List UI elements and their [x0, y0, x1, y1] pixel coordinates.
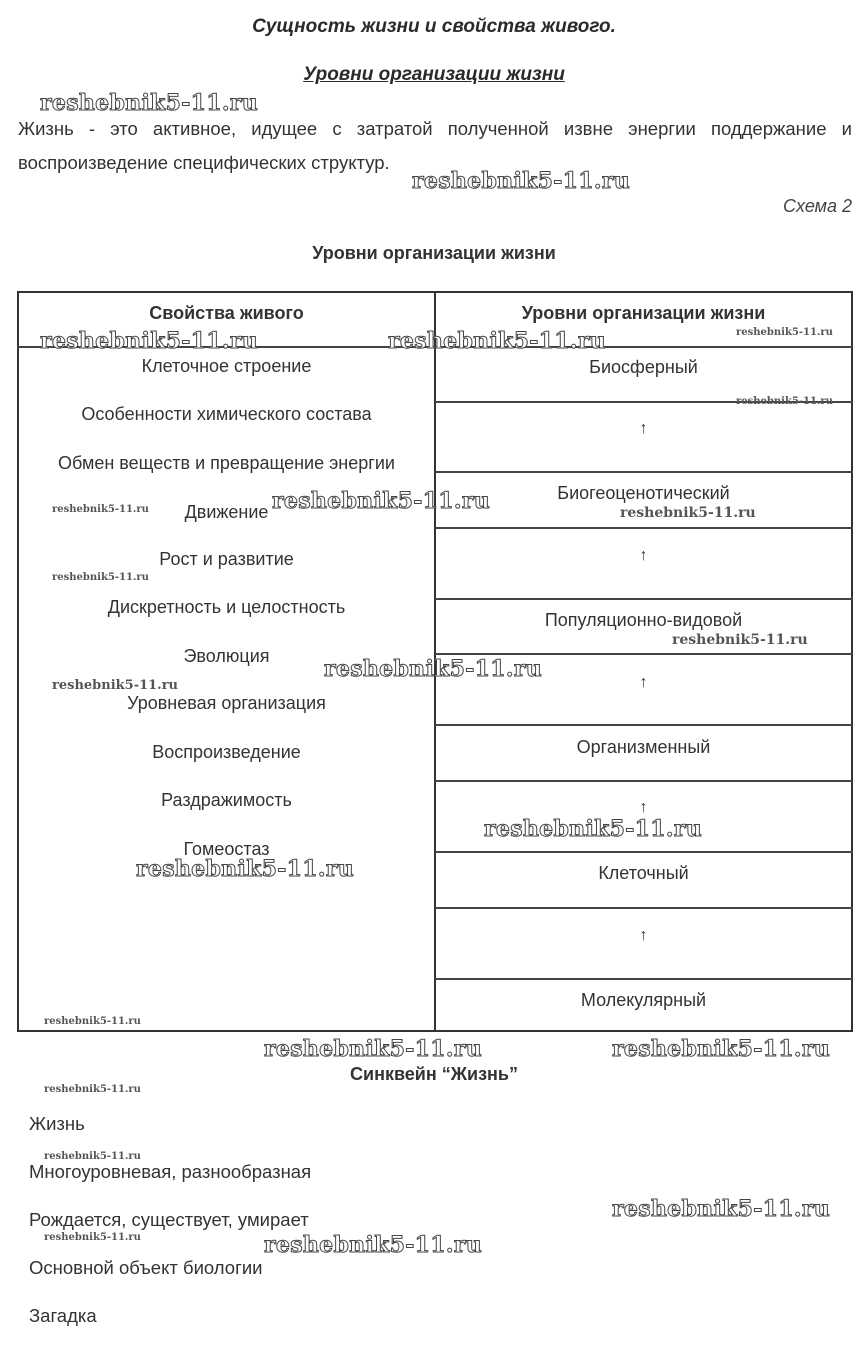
- table-row-divider: [435, 653, 853, 655]
- property-item: Движение: [184, 502, 269, 522]
- watermark: reshebnik5-11.ru: [44, 1016, 141, 1027]
- arrow-up-icon: ↑: [639, 927, 648, 944]
- cinquain-line: Многоуровневая, разнообразная: [29, 1161, 312, 1182]
- property-item: Гомеостаз: [183, 839, 270, 859]
- watermark: reshebnik5-11.ru: [40, 328, 259, 354]
- arrow-up-icon: ↑: [639, 799, 648, 816]
- table-row-divider: [435, 907, 853, 909]
- watermark: reshebnik5-11.ru: [272, 488, 491, 514]
- cinquain-line: Жизнь: [29, 1113, 85, 1134]
- arrow-up-icon: ↑: [639, 420, 648, 437]
- table-row-divider: [435, 471, 853, 473]
- watermark: reshebnik5-11.ru: [484, 816, 703, 842]
- cinquain-title: Синквейн “Жизнь”: [350, 1064, 518, 1084]
- cinquain-line: Загадка: [29, 1305, 97, 1326]
- watermark: reshebnik5-11.ru: [324, 656, 543, 682]
- table-row-divider: [435, 598, 853, 600]
- watermark: reshebnik5-11.ru: [52, 504, 149, 515]
- property-item: Клеточное строение: [141, 356, 312, 376]
- level-item: Организменный: [576, 737, 711, 757]
- property-item: Рост и развитие: [159, 549, 294, 569]
- watermark: reshebnik5-11.ru: [52, 572, 149, 583]
- property-item: Эволюция: [183, 646, 270, 666]
- watermark: reshebnik5-11.ru: [264, 1036, 483, 1062]
- watermark: reshebnik5-11.ru: [672, 632, 808, 648]
- intro-paragraph: Жизнь - это активное, идущее с затратой полученной извне энергии поддержание и воспроизведение специфических структур.: [18, 118, 852, 173]
- watermark: reshebnik5-11.ru: [44, 1151, 141, 1162]
- table-row-divider: [435, 851, 853, 853]
- watermark: reshebnik5-11.ru: [44, 1232, 141, 1243]
- level-item: Клеточный: [598, 863, 689, 883]
- watermark: reshebnik5-11.ru: [612, 1196, 831, 1222]
- arrow-up-icon: ↑: [639, 547, 648, 564]
- property-item: Дискретность и целостность: [107, 597, 346, 617]
- table-header-levels: Уровни организации жизни: [521, 303, 766, 323]
- property-item: Уровневая организация: [127, 693, 326, 713]
- table-row-divider: [435, 978, 853, 980]
- level-item: Молекулярный: [580, 990, 707, 1010]
- watermark: reshebnik5-11.ru: [40, 90, 259, 116]
- arrow-up-icon: ↑: [639, 674, 648, 691]
- watermark: reshebnik5-11.ru: [136, 856, 355, 882]
- level-item: Популяционно-видовой: [544, 610, 743, 630]
- property-item: Обмен веществ и превращение энергии: [58, 453, 395, 473]
- level-item: Биогеоценотический: [557, 483, 730, 503]
- watermark: reshebnik5-11.ru: [44, 1084, 141, 1095]
- page-subtitle: Уровни организации жизни: [303, 64, 565, 85]
- watermark: reshebnik5-11.ru: [736, 327, 833, 338]
- level-item: Биосферный: [589, 357, 698, 377]
- table-row-divider: [435, 724, 853, 726]
- watermark: reshebnik5-11.ru: [412, 168, 631, 194]
- watermark: reshebnik5-11.ru: [736, 396, 833, 407]
- property-item: Особенности химического состава: [81, 404, 372, 424]
- table-row-divider: [435, 527, 853, 529]
- watermark: reshebnik5-11.ru: [52, 678, 179, 693]
- table-header-properties: Свойства живого: [149, 303, 304, 323]
- schema-label: Схема 2: [783, 196, 852, 216]
- property-item: Воспроизведение: [152, 742, 301, 762]
- watermark: reshebnik5-11.ru: [620, 505, 756, 521]
- watermark: reshebnik5-11.ru: [388, 328, 607, 354]
- cinquain-line: Основной объект биологии: [29, 1257, 263, 1278]
- page-title: Сущность жизни и свойства живого.: [252, 16, 616, 37]
- property-item: Раздражимость: [161, 790, 292, 810]
- table-title: Уровни организации жизни: [312, 243, 556, 263]
- cinquain-line: Рождается, существует, умирает: [29, 1209, 309, 1230]
- watermark: reshebnik5-11.ru: [612, 1036, 831, 1062]
- watermark: reshebnik5-11.ru: [264, 1232, 483, 1258]
- table-row-divider: [435, 780, 853, 782]
